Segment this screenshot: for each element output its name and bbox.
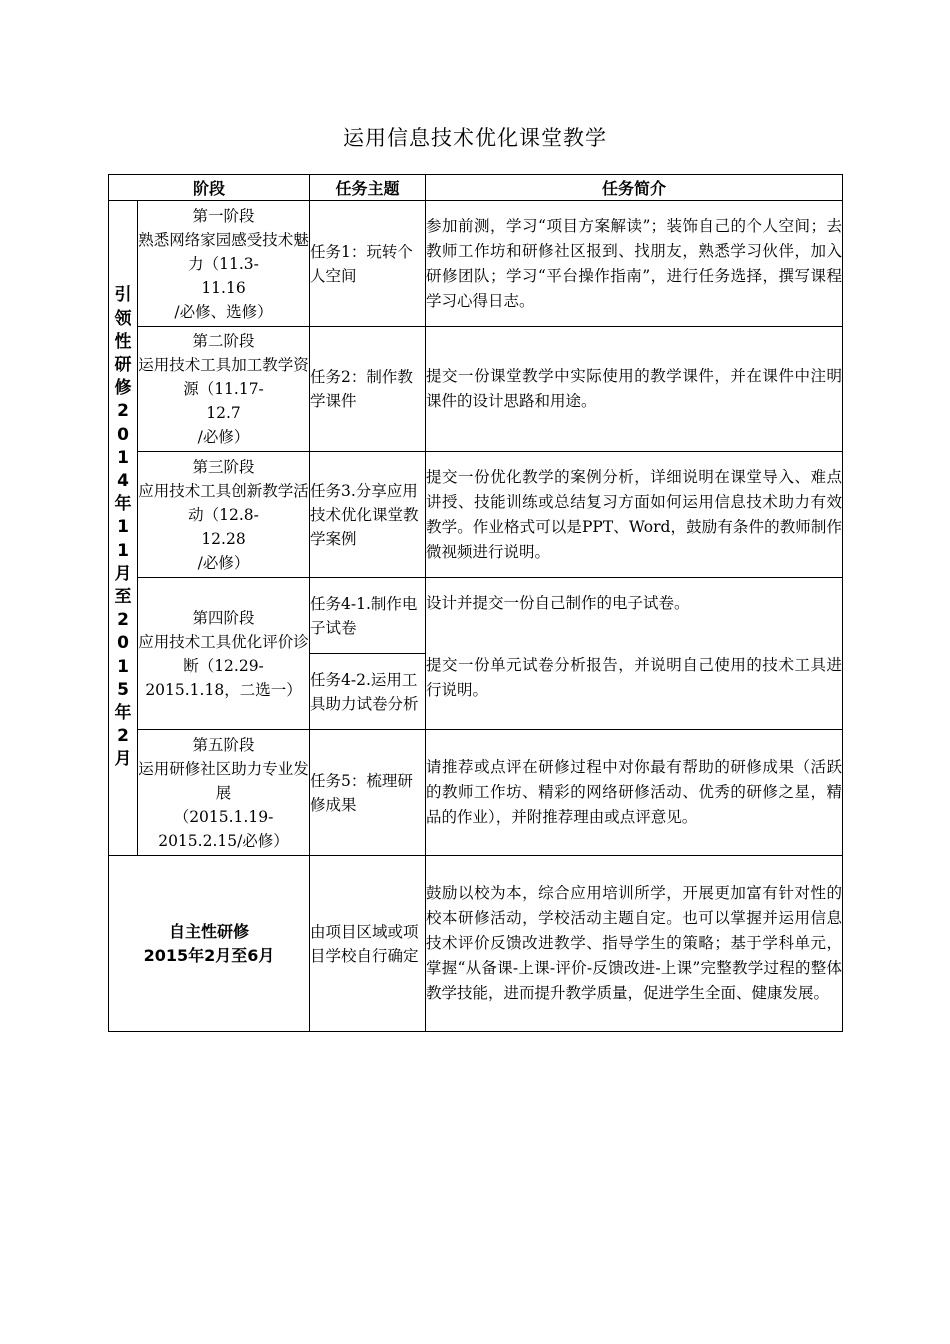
desc-cell: 请推荐或点评在研修过程中对你最有帮助的研修成果（活跃的教师工作坊、精彩的网络研修活动、优秀的研修之星，精品的作业），并附推荐理由或点评意见。 xyxy=(426,730,843,856)
desc-cell: 参加前测，学习“项目方案解读”；装饰自己的个人空间；去教师工作坊和研修社区报到、找朋友，熟悉学习伙伴，加入研修团队；学习“平台操作指南”，进行任务选择，撰写课程学习心得日志。 xyxy=(426,201,843,327)
guided-label-char: 年 xyxy=(114,703,132,724)
header-intro: 任务简介 xyxy=(426,175,843,201)
guided-label-char: 领 xyxy=(114,308,132,329)
document-title: 运用信息技术优化课堂教学 xyxy=(343,126,607,150)
guided-phase-label xyxy=(109,201,138,856)
guided-label-char: 0 xyxy=(117,424,129,445)
task-cell: 任务4-1.制作电子试卷 xyxy=(310,578,426,654)
guided-label-char: 1 xyxy=(117,517,129,538)
stage-cell: 第二阶段 运用技术工具加工教学资源（11.17- 12.7 /必修） xyxy=(138,327,310,452)
header-stage: 阶段 xyxy=(109,175,310,201)
table-row xyxy=(109,201,843,327)
guided-label-char: 至 xyxy=(114,587,132,607)
guided-label-char: 2 xyxy=(117,401,129,422)
guided-label-char: 年 xyxy=(114,494,132,515)
table-row xyxy=(109,578,843,654)
guided-label-char: 性 xyxy=(114,331,132,352)
desc-cell xyxy=(426,578,843,730)
stage-cell: 第一阶段 熟悉网络家园感受技术魅力（11.3- 11.16 /必修、选修） xyxy=(138,201,310,327)
guided-label-char: 1 xyxy=(117,540,129,561)
task-cell: 任务1：玩转个人空间 xyxy=(310,201,426,327)
desc-part-2: 提交一份单元试卷分析报告，并说明自己使用的技术工具进行说明。 xyxy=(426,656,843,699)
autonomous-period: 2015年2月至6月 xyxy=(143,945,275,965)
header-theme: 任务主题 xyxy=(310,175,426,201)
task-cell: 任务4-2.运用工具助力试卷分析 xyxy=(310,654,426,730)
desc-cell: 提交一份课堂教学中实际使用的教学课件，并在课件中注明课件的设计思路和用途。 xyxy=(426,327,843,452)
desc-cell: 鼓励以校为本，综合应用培训所学，开展更加富有针对性的校本研修活动，学校活动主题自定。也可以掌握并运用信息技术评价反馈改进教学、指导学生的策略；基于学科单元，掌握“从备课-上课-评价-反馈改进-上课”完整教学过程的整体教学技能，进而提升教学质量，促进学生全面、健康发展。 xyxy=(426,856,843,1032)
task-cell: 任务2：制作教学课件 xyxy=(310,327,426,452)
header-row xyxy=(109,175,843,201)
table-row xyxy=(109,856,843,1032)
task-cell: 由项目区域或项目学校自行确定 xyxy=(310,856,426,1032)
guided-label-char: 引 xyxy=(114,285,132,306)
guided-label-char: 1 xyxy=(117,656,129,677)
desc-cell: 提交一份优化教学的案例分析，详细说明在课堂导入、难点讲授、技能训练或总结复习方面如何运用信息技术助力有效教学。作业格式可以是PPT、Word，鼓励有条件的教师制作微视频进行说明。 xyxy=(426,452,843,578)
desc-part-1: 设计并提交一份自己制作的电子试卷。 xyxy=(426,594,690,612)
autonomous-label: 自主性研修 xyxy=(169,921,250,941)
guided-label-char: 5 xyxy=(117,679,129,700)
guided-label-char: 2 xyxy=(117,610,129,631)
guided-label-char: 1 xyxy=(117,447,129,468)
task-cell: 任务3.分享应用技术优化课堂教学案例 xyxy=(310,452,426,578)
guided-label-char: 2 xyxy=(117,726,129,747)
table-row xyxy=(109,327,843,452)
guided-label-char: 月 xyxy=(114,563,132,584)
table-row xyxy=(109,452,843,578)
guided-label-char: 4 xyxy=(117,470,129,491)
task-cell: 任务5：梳理研修成果 xyxy=(310,730,426,856)
table-row xyxy=(109,730,843,856)
guided-label-char: 修 xyxy=(114,378,132,399)
training-plan-table xyxy=(108,174,843,1032)
stage-cell: 第三阶段 应用技术工具创新教学活动（12.8- 12.28 /必修） xyxy=(138,452,310,578)
guided-label-char: 研 xyxy=(114,354,132,375)
autonomous-phase-cell xyxy=(109,856,310,1032)
guided-label-char: 月 xyxy=(114,749,132,770)
guided-label-char: 0 xyxy=(117,633,129,654)
stage-cell: 第四阶段 应用技术工具优化评价诊断（12.29- 2015.1.18，二选一） xyxy=(138,578,310,730)
stage-cell: 第五阶段 运用研修社区助力专业发展 （2015.1.19- 2015.2.15/必修） xyxy=(138,730,310,856)
